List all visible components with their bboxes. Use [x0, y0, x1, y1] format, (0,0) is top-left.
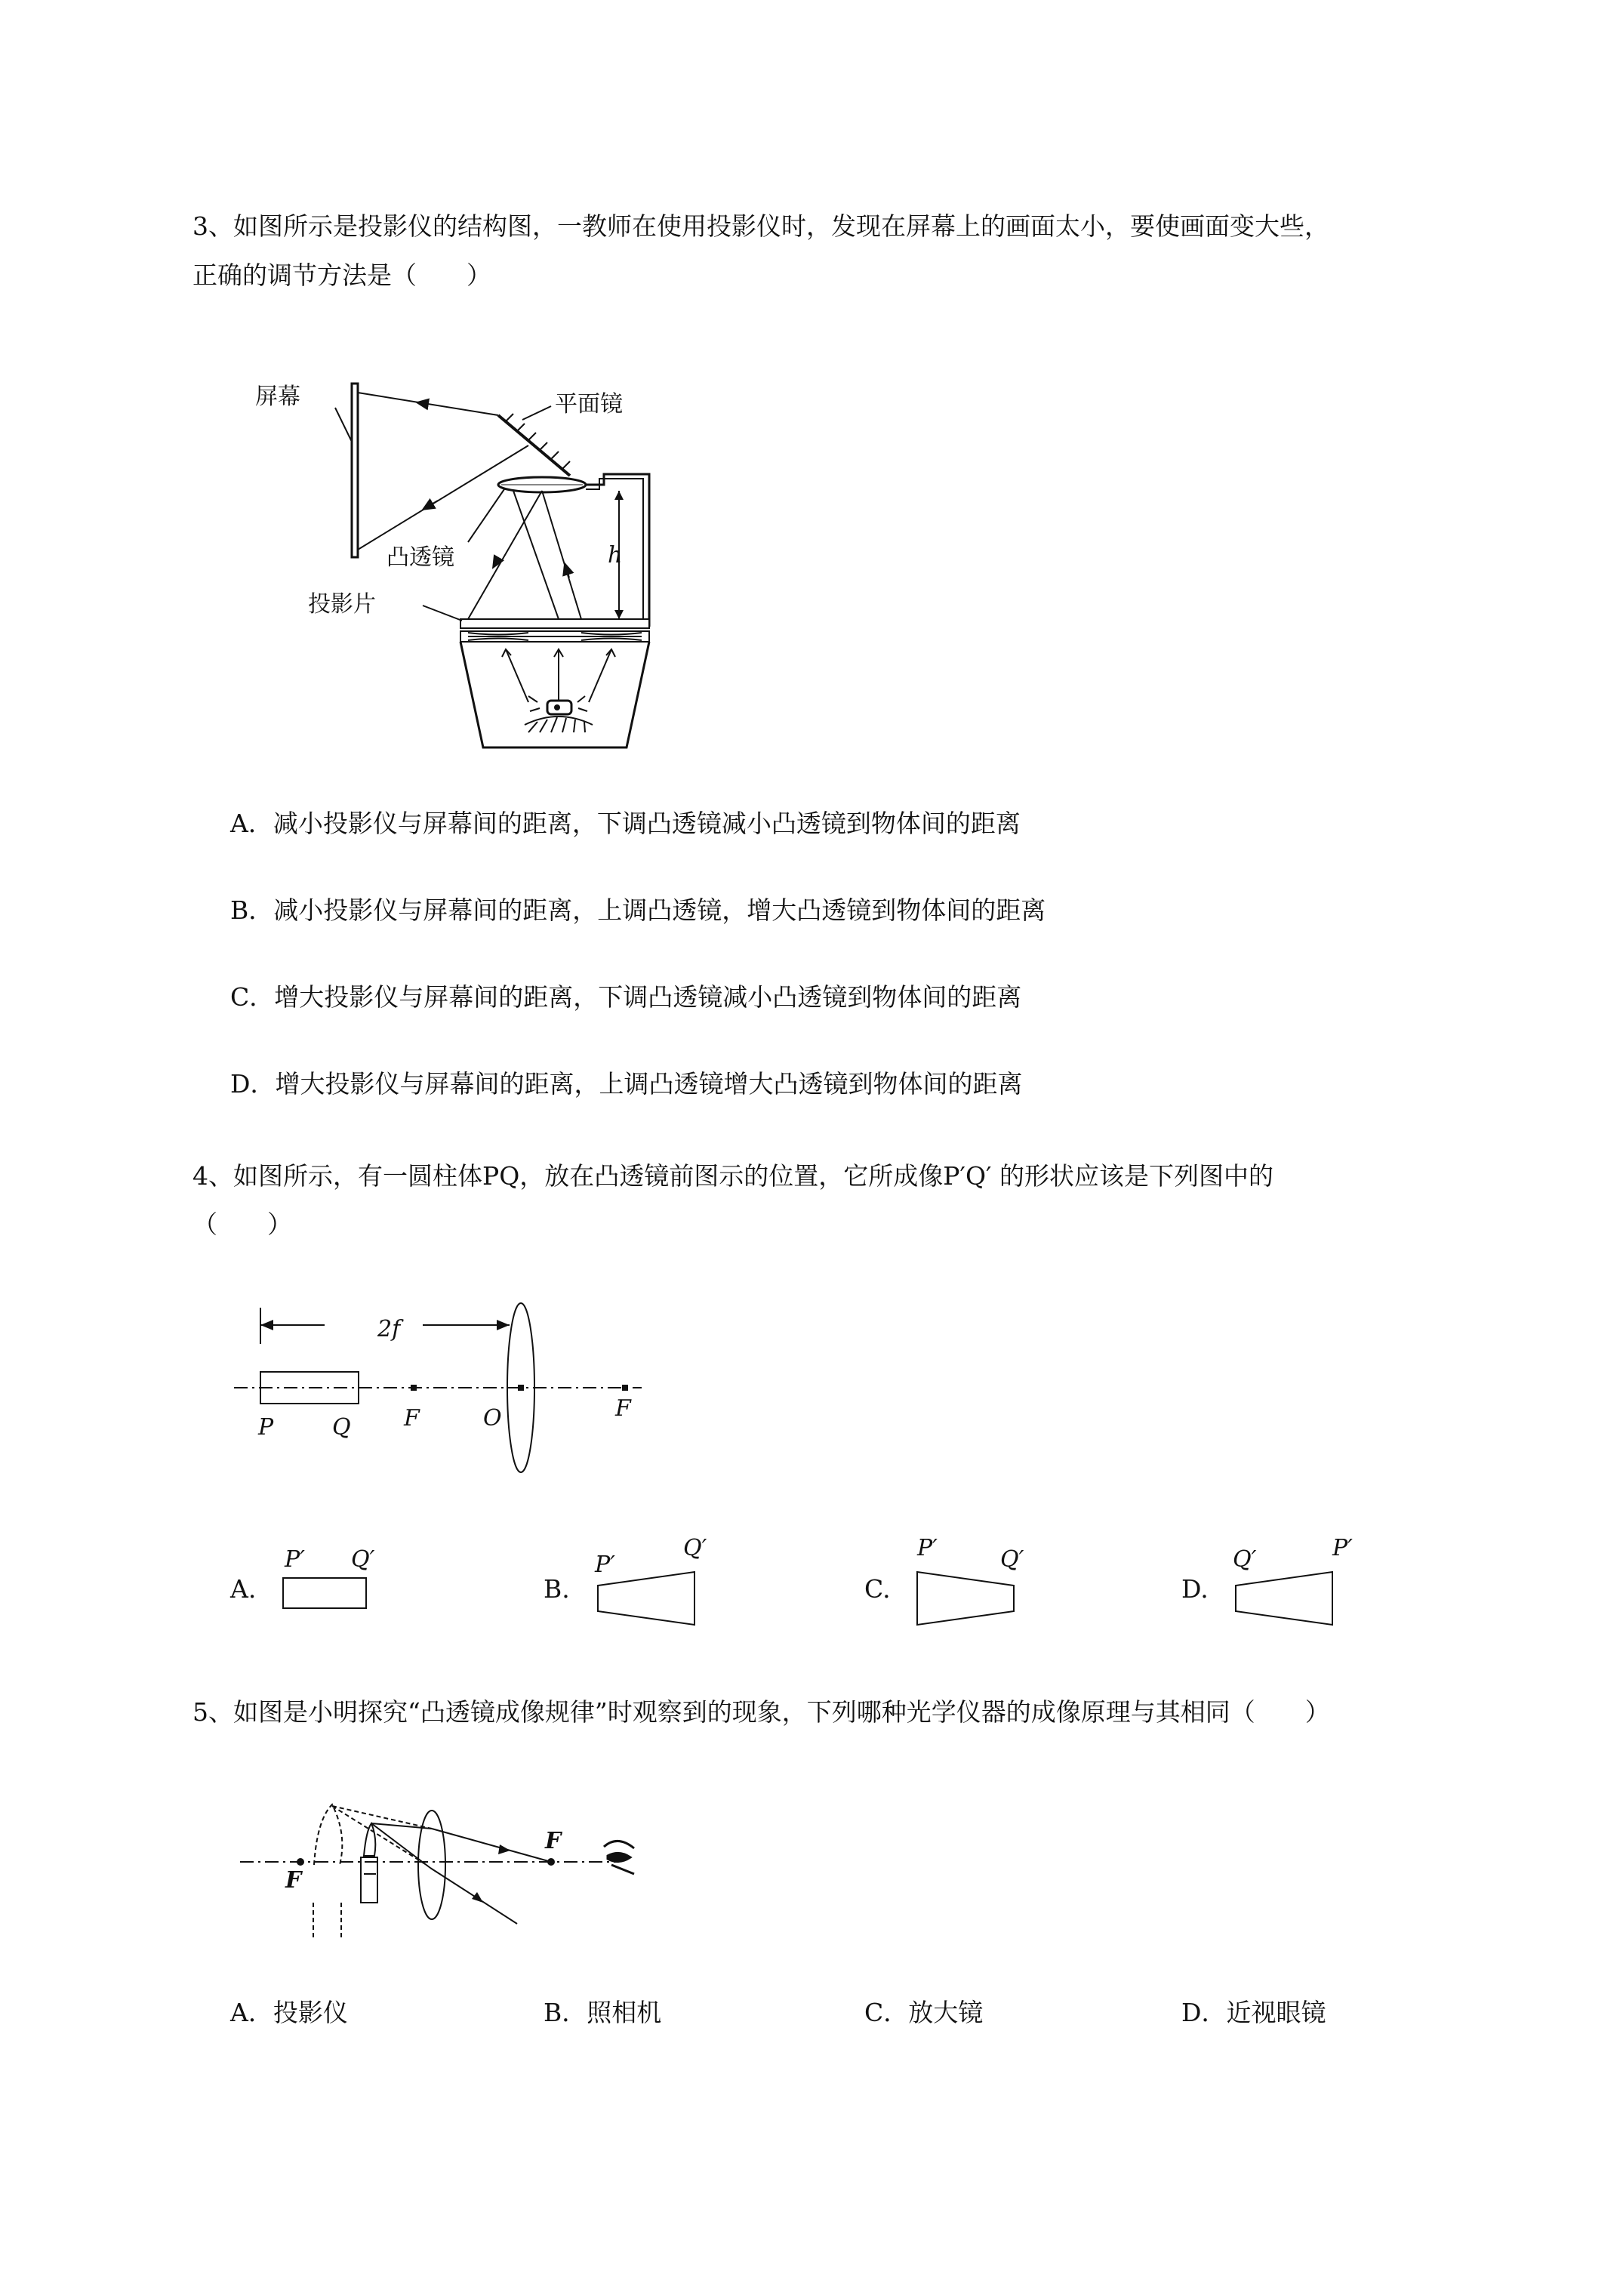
label-slide: 投影片	[308, 591, 376, 618]
q5-magnifier-figure	[226, 1789, 679, 1940]
q3-projector-figure	[242, 370, 664, 755]
label-f-left-q5: F	[285, 1867, 302, 1894]
q4-c-label-left: P′	[917, 1535, 938, 1561]
q4-c-label-right: Q′	[1000, 1546, 1024, 1573]
q4-option-a-figure[interactable]	[268, 1536, 389, 1627]
q3-option-a[interactable]: A．减小投影仪与屏幕间的距离，下调凸透镜减小凸透镜到物体间的距离	[230, 809, 1021, 838]
q4-lens-figure	[226, 1299, 649, 1480]
q5-option-d[interactable]: D．近视眼镜	[1181, 1998, 1326, 2027]
label-f-right: F	[615, 1395, 631, 1422]
candle-shape	[361, 1857, 377, 1903]
q5-option-a[interactable]: A．投影仪	[230, 1998, 348, 2027]
q3-option-c[interactable]: C．增大投影仪与屏幕间的距离，下调凸透镜减小凸透镜到物体间的距离	[230, 982, 1022, 1012]
q5-convex-lens-shape	[418, 1811, 445, 1919]
q5-stem: 5、如图是小明探究“凸透镜成像规律”时观察到的现象，下列哪种光学仪器的成像原理与其相同（ ）	[192, 1697, 1330, 1727]
label-o: O	[483, 1405, 502, 1432]
q5-option-c[interactable]: C．放大镜	[864, 1998, 984, 2027]
label-lens: 凸透镜	[387, 544, 454, 571]
q4-b-label-right: Q′	[683, 1535, 707, 1561]
q4-stem-line1: 4、如图所示，有一圆柱体PQ，放在凸透镜前图示的位置，它所成像P′Q′ 的形状应该是下列图中的	[192, 1161, 1273, 1191]
label-2f: 2f	[377, 1316, 401, 1342]
q4-option-a[interactable]: A.	[230, 1574, 257, 1604]
label-f-left: F	[404, 1405, 420, 1432]
label-f-right-q5: F	[545, 1828, 562, 1854]
q4-option-c[interactable]: C.	[864, 1574, 891, 1604]
label-p: P	[258, 1414, 274, 1441]
q4-a-label-left: P′	[285, 1546, 305, 1573]
label-screen: 屏幕	[255, 384, 300, 410]
q3-option-d[interactable]: D．增大投影仪与屏幕间的距离，上调凸透镜增大凸透镜到物体间的距离	[230, 1069, 1023, 1099]
slide-shape	[460, 619, 649, 628]
q3-option-b[interactable]: B．减小投影仪与屏幕间的距离，上调凸透镜，增大凸透镜到物体间的距离	[230, 895, 1046, 925]
q5-option-b[interactable]: B．照相机	[544, 1998, 662, 2027]
plane-mirror-shape	[498, 415, 570, 476]
q4-option-b-figure[interactable]	[581, 1525, 732, 1646]
q4-option-d-figure[interactable]	[1219, 1525, 1370, 1646]
screen-shape	[352, 384, 358, 557]
q3-stem-line1: 3、如图所示是投影仪的结构图，一教师在使用投影仪时，发现在屏幕上的画面太小，要使画面变大些，	[192, 211, 1329, 241]
q4-b-label-left: P′	[595, 1552, 615, 1578]
q3-stem-line2: 正确的调节方法是（ ）	[192, 260, 491, 290]
label-q: Q	[332, 1414, 351, 1441]
q4-stem-line2: （ ）	[192, 1210, 292, 1239]
lamp-housing-shape	[460, 642, 649, 747]
q4-option-c-figure[interactable]	[902, 1525, 1053, 1646]
q4-a-label-right: Q′	[351, 1546, 375, 1573]
q4-d-label-right: P′	[1332, 1535, 1353, 1561]
label-mirror: 平面镜	[555, 391, 623, 418]
eye-icon	[604, 1841, 634, 1874]
q4-option-d[interactable]: D.	[1181, 1574, 1209, 1604]
label-h: h	[608, 542, 623, 569]
q4-option-b[interactable]: B.	[544, 1574, 570, 1604]
q4-d-label-left: Q′	[1233, 1546, 1257, 1573]
